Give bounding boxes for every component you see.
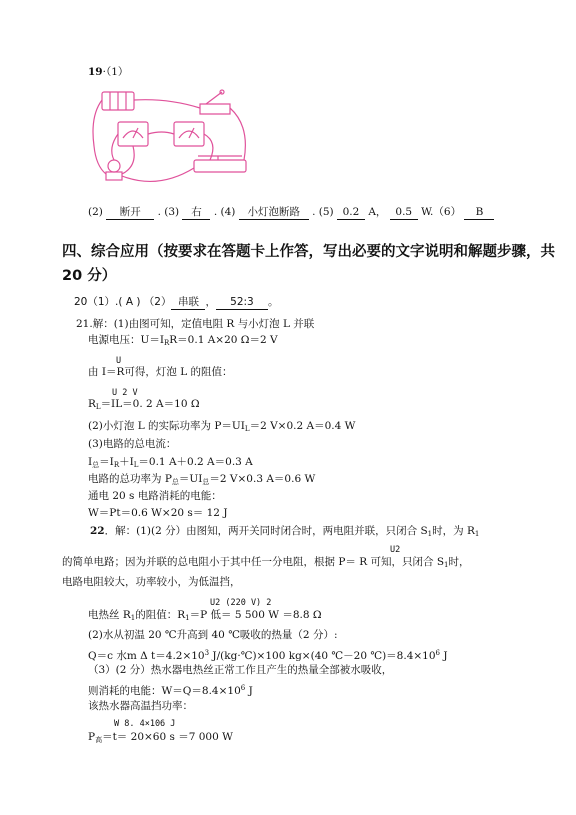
q21-line-2: 电源电压：$U=I_RR=0.1$ A×20 Ω＝2 V [88,334,278,347]
q21-line-7: $I_总=I_R+I_L=0.1$ A＋0.2 A＝0.3 A [88,456,253,469]
q20-line: 20（1）.( A ) （2） 串联 ， 52:3 。 [74,296,279,308]
fraction-numerator: U2 [390,545,401,555]
answer-blank: B [464,206,494,220]
fraction-numerator: U [116,356,122,366]
bulb-icon [108,160,120,172]
q21-line-4: $R_L=IL=0$. 2 A＝10 Ω [88,398,200,411]
section-title: 四、综合应用（按要求在答题卡上作答，写出必要的文字说明和解题步骤，共 [62,244,555,260]
q21-line-3: 由 I＝R可得，灯泡 L 的阻值： [88,366,233,378]
voltmeter-icon [174,122,204,146]
switch-icon [200,104,230,114]
q19-answers: (2) 断开 . (3) 右 . (4) 小灯泡断路 . (5) 0.2 A， 0.5 W.（6） B [88,206,494,220]
q22-line-5: (2)水从初温 20 ℃升高到 40 ℃吸收的热量（2 分）: [88,629,338,641]
answer-blank: 右 [182,206,210,220]
q22-line-8: 则消耗的电能：$W=Q=8.4\times 10^6$ J [88,684,253,697]
answer-blank: 0.2 [337,206,365,220]
q22-line-7: （3）(2 分）热水器电热丝正常工作且产生的热量全部被水吸收， [88,664,393,676]
q22-line-6: Q＝c 水m Δ $t=4.2\times 10^3$ J/(kg·℃)×100 kg×(40 ℃－20 $℃)=8.4\times 10^6$ J [88,649,448,662]
answer-blank: 断开 [106,206,154,220]
q22-line-1: 22．解：(1)(2 分）由图知，两开关同时闭合时，两电阻并联，只闭合 $S_1$时，为 $R_1$ [90,525,480,538]
ammeter-icon [118,122,148,146]
q22-line-3: 电路电阻较大，功率较小，为低温挡， [62,576,241,588]
q22-line-10: $P_高=t= 20\times 60$ s ＝7 000 W [88,731,233,744]
answer-blank: 0.5 [390,206,418,220]
section-title-cont: 20 分） [62,268,117,284]
q22-line-2: 的简单电路；因为并联的总电阻小于其中任一分电阻，根据 P＝ R 可知，只闭合 $S_1$时， [62,556,470,569]
fraction-numerator: U2 (220 V) 2 [210,598,272,608]
q21-line-8: 电路的总功率为 $P_总=UI_总=2$ V×0.3 A＝0.6 W [88,473,316,486]
fraction-numerator: U 2 V [112,388,138,398]
q21-line-6: (3)电路的总电流： [88,438,177,450]
answer-blank: 小灯泡断路 [239,206,309,220]
q21-line-9: 通电 20 s 电路消耗的电能： [88,490,222,502]
q22-line-9: 该热水器高温挡功率： [88,700,193,712]
q19-number: 19·（1） [88,66,129,78]
q21-line-5: (2)小灯泡 L 的实际功率为 $P=UI_L=2$ V×0.2 A＝0.4 W [88,420,356,433]
rheostat-icon [194,160,246,172]
answer-blank: 52:3 [216,296,268,310]
circuit-diagram [88,86,258,194]
answer-blank: 串联 [171,296,205,310]
q21-line-1: 21.解：(1)由图可知，定值电阻 R 与小灯泡 L 并联 [76,318,315,330]
q21-line-10: W＝Pt＝0.6 W×20 s＝ 12 J [88,507,228,519]
q22-line-4: 电热丝 $R_1$的阻值：$R_1=P$ 低＝ 5 500 W ＝8.8 Ω [88,609,322,622]
fraction-numerator: W 8. 4×106 J [114,719,176,729]
